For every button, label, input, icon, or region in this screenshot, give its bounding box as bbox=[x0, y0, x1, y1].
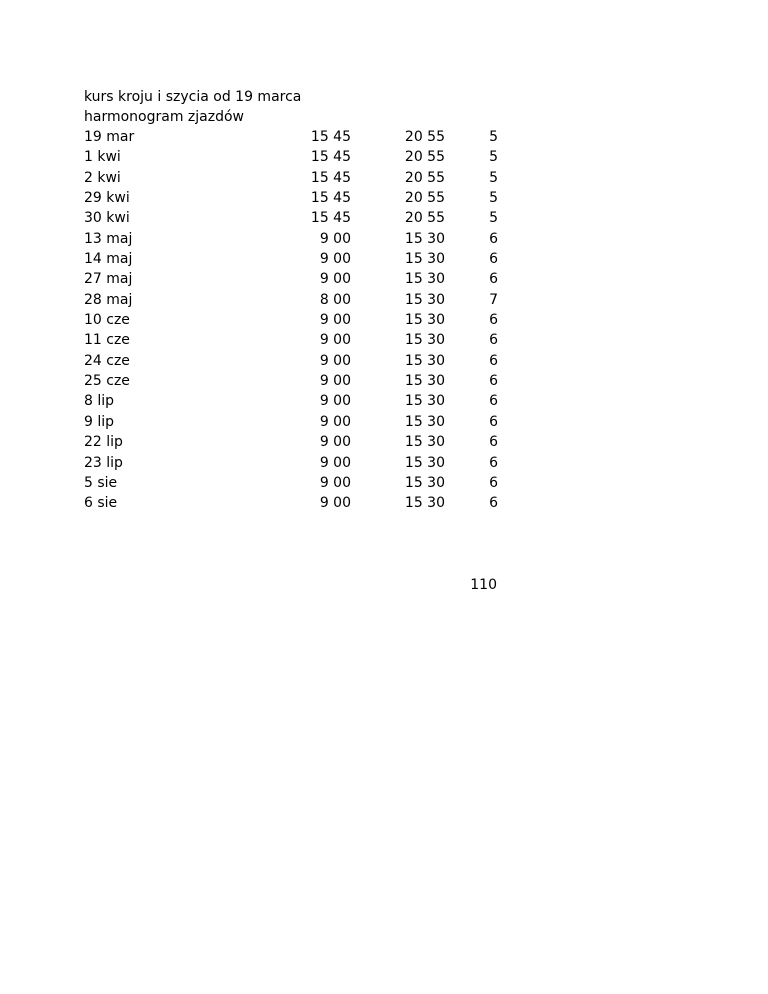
row-date: 11 cze bbox=[84, 332, 130, 349]
table-row bbox=[0, 208, 768, 228]
row-end-time: 15 30 bbox=[404, 352, 445, 369]
row-end-time: 15 30 bbox=[404, 413, 445, 430]
table-row bbox=[0, 229, 768, 249]
row-end-time: 15 30 bbox=[404, 251, 445, 268]
row-start-time: 8 00 bbox=[319, 291, 351, 308]
table-row bbox=[0, 330, 768, 350]
row-date: 6 sie bbox=[84, 495, 118, 512]
row-start-time: 9 00 bbox=[319, 373, 351, 390]
row-start-time: 15 45 bbox=[310, 169, 351, 186]
row-end-time: 15 30 bbox=[404, 495, 445, 512]
row-date: 8 lip bbox=[84, 393, 115, 410]
row-end-time: 15 30 bbox=[404, 312, 445, 329]
row-hours: 5 bbox=[489, 210, 498, 227]
row-date: 9 lip bbox=[84, 413, 115, 430]
table-row bbox=[0, 493, 768, 513]
table-row bbox=[0, 371, 768, 391]
row-hours: 6 bbox=[489, 434, 498, 451]
table-row bbox=[0, 269, 768, 289]
row-hours: 7 bbox=[489, 291, 498, 308]
row-end-time: 20 55 bbox=[404, 169, 445, 186]
row-start-time: 15 45 bbox=[310, 190, 351, 207]
row-hours: 6 bbox=[489, 474, 498, 491]
row-date: 30 kwi bbox=[84, 210, 130, 227]
row-date: 10 cze bbox=[84, 312, 130, 329]
row-date: 14 maj bbox=[84, 251, 133, 268]
row-hours: 6 bbox=[489, 251, 498, 268]
row-hours: 6 bbox=[489, 312, 498, 329]
row-date: 29 kwi bbox=[84, 190, 130, 207]
row-end-time: 20 55 bbox=[404, 210, 445, 227]
row-start-time: 9 00 bbox=[319, 251, 351, 268]
table-row bbox=[0, 412, 768, 432]
row-date: 22 lip bbox=[84, 434, 123, 451]
row-date: 5 sie bbox=[84, 474, 118, 491]
row-start-time: 9 00 bbox=[319, 474, 351, 491]
row-start-time: 9 00 bbox=[319, 413, 351, 430]
row-end-time: 15 30 bbox=[404, 271, 445, 288]
row-end-time: 15 30 bbox=[404, 454, 445, 471]
row-hours: 6 bbox=[489, 352, 498, 369]
row-end-time: 15 30 bbox=[404, 291, 445, 308]
row-start-time: 15 45 bbox=[310, 149, 351, 166]
row-hours: 5 bbox=[489, 129, 498, 145]
row-start-time: 9 00 bbox=[319, 434, 351, 451]
row-end-time: 20 55 bbox=[404, 190, 445, 207]
row-start-time: 15 45 bbox=[310, 210, 351, 227]
row-hours: 6 bbox=[489, 230, 498, 247]
row-start-time: 9 00 bbox=[319, 393, 351, 410]
row-end-time: 15 30 bbox=[404, 373, 445, 390]
row-date: 28 maj bbox=[84, 291, 133, 308]
table-row bbox=[0, 127, 768, 147]
row-hours: 5 bbox=[489, 190, 498, 207]
row-hours: 6 bbox=[489, 271, 498, 288]
row-date: 25 cze bbox=[84, 373, 130, 390]
table-row bbox=[0, 168, 768, 188]
row-date: 13 maj bbox=[84, 230, 133, 247]
schedule-table bbox=[0, 127, 768, 514]
table-row bbox=[0, 310, 768, 330]
row-end-time: 20 55 bbox=[404, 149, 445, 166]
row-date: 1 kwi bbox=[84, 149, 121, 166]
table-row bbox=[0, 432, 768, 452]
table-row bbox=[0, 188, 768, 208]
table-row bbox=[0, 351, 768, 371]
row-end-time: 15 30 bbox=[404, 474, 445, 491]
row-start-time: 9 00 bbox=[319, 454, 351, 471]
row-start-time: 9 00 bbox=[319, 352, 351, 369]
table-row bbox=[0, 290, 768, 310]
row-date: 27 maj bbox=[84, 271, 133, 288]
row-end-time: 20 55 bbox=[404, 129, 445, 145]
row-end-time: 15 30 bbox=[404, 393, 445, 410]
row-date: 19 mar bbox=[84, 129, 135, 145]
row-start-time: 15 45 bbox=[310, 129, 351, 145]
row-end-time: 15 30 bbox=[404, 230, 445, 247]
row-hours: 6 bbox=[489, 454, 498, 471]
row-date: 2 kwi bbox=[84, 169, 121, 186]
row-start-time: 9 00 bbox=[319, 312, 351, 329]
row-end-time: 15 30 bbox=[404, 434, 445, 451]
document-title: kurs kroju i szycia od 19 marca bbox=[84, 89, 302, 105]
row-end-time: 15 30 bbox=[404, 332, 445, 349]
table-row bbox=[0, 391, 768, 411]
row-date: 23 lip bbox=[84, 454, 123, 471]
total-hours: 110 bbox=[470, 577, 497, 593]
table-row bbox=[0, 249, 768, 269]
row-hours: 6 bbox=[489, 373, 498, 390]
row-start-time: 9 00 bbox=[319, 332, 351, 349]
row-hours: 5 bbox=[489, 169, 498, 186]
row-hours: 6 bbox=[489, 393, 498, 410]
document-subtitle: harmonogram zjazdów bbox=[84, 109, 244, 125]
row-hours: 6 bbox=[489, 413, 498, 430]
row-start-time: 9 00 bbox=[319, 495, 351, 512]
table-row bbox=[0, 473, 768, 493]
table-row bbox=[0, 147, 768, 167]
row-hours: 6 bbox=[489, 332, 498, 349]
row-start-time: 9 00 bbox=[319, 271, 351, 288]
table-row bbox=[0, 453, 768, 473]
row-hours: 6 bbox=[489, 495, 498, 512]
row-date: 24 cze bbox=[84, 352, 130, 369]
row-hours: 5 bbox=[489, 149, 498, 166]
row-start-time: 9 00 bbox=[319, 230, 351, 247]
